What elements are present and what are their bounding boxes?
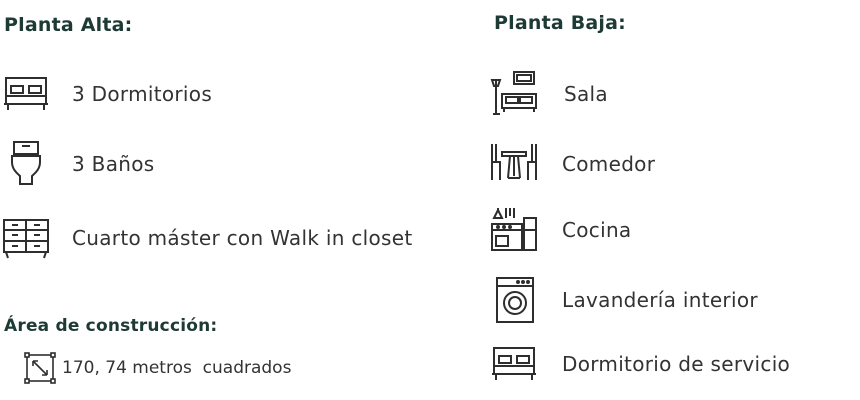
area-value: 170, 74 metros cuadrados — [62, 358, 292, 378]
washing-machine-icon — [494, 276, 536, 324]
bed-icon — [490, 340, 538, 388]
list-item-label: Comedor — [562, 152, 656, 176]
list-item — [490, 140, 655, 188]
list-item-label: 3 Baños — [72, 152, 155, 176]
list-item-label: Cocina — [562, 218, 632, 242]
list-item-label: Lavandería interior — [562, 288, 758, 312]
list-item-label: Dormitorio de servicio — [562, 352, 791, 376]
area-measure-icon — [24, 352, 56, 384]
area-heading: Área de construcción: — [4, 316, 218, 336]
toilet-icon — [2, 140, 50, 188]
list-item-label: Sala — [564, 82, 608, 106]
area-row — [24, 352, 291, 384]
list-item-label: 3 Dormitorios — [72, 82, 213, 106]
planta-alta-heading: Planta Alta: — [4, 14, 133, 36]
list-item — [2, 214, 413, 262]
planta-baja-heading: Planta Baja: — [494, 12, 626, 34]
list-item — [2, 70, 212, 118]
list-item — [490, 206, 632, 254]
list-item — [490, 70, 608, 118]
kitchen-icon — [490, 206, 538, 254]
list-item-label: Cuarto máster con Walk in closet — [72, 226, 413, 250]
bed-icon — [2, 70, 50, 118]
list-item — [494, 276, 758, 324]
list-item — [2, 140, 155, 188]
list-item — [490, 340, 790, 388]
living-room-icon — [490, 70, 538, 118]
dining-table-icon — [490, 140, 538, 188]
dresser-icon — [2, 214, 50, 262]
